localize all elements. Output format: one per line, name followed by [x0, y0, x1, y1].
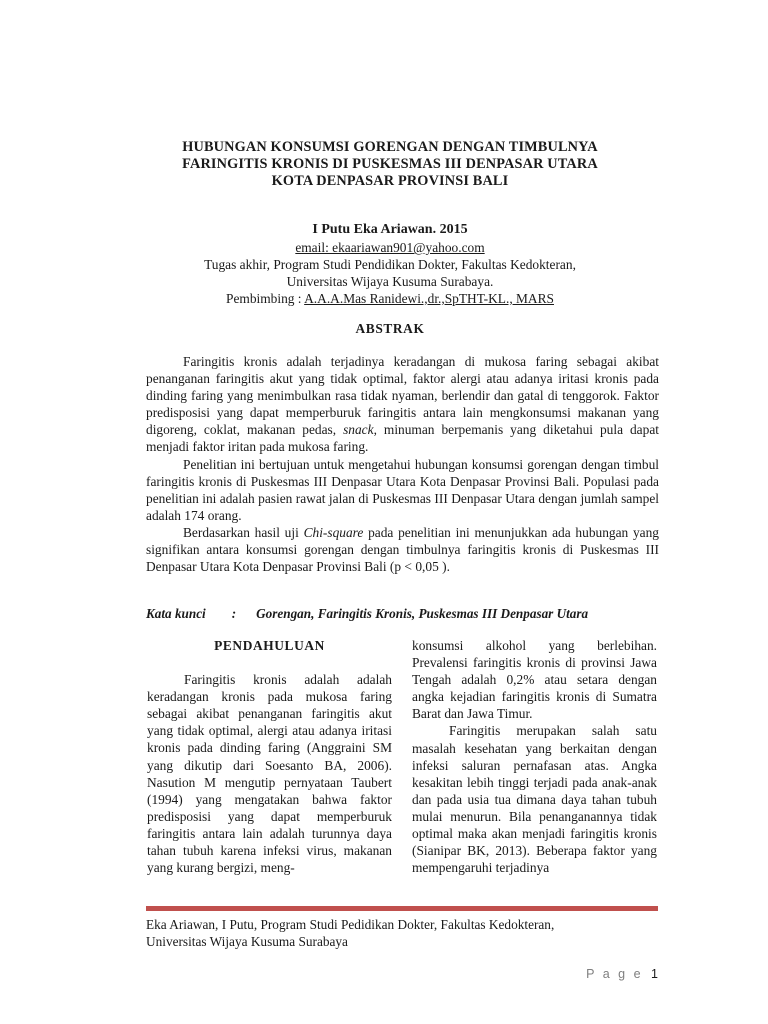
- footer-rule: [146, 906, 658, 911]
- footer-line: Universitas Wijaya Kusuma Surabaya: [146, 934, 348, 949]
- left-column: [147, 637, 392, 876]
- title-line: KOTA DENPASAR PROVINSI BALI: [271, 173, 509, 189]
- advisor-label: Pembimbing :: [226, 291, 305, 306]
- advisor-line: [120, 290, 660, 307]
- column-paragraph: konsumsi alkohol yang berlebihan. Prevalensi faringitis kronis di provinsi Jawa Tengah adalah 0,2% atau setara dengan angka kejadian faringitis kronis di Sumatra Barat dan Jawa Timur.: [412, 638, 657, 722]
- keywords-label: Kata kunci: [146, 606, 206, 621]
- page-number: [586, 967, 658, 981]
- author-info: [120, 239, 660, 307]
- affiliation-line: Universitas Wijaya Kusuma Surabaya.: [286, 274, 494, 289]
- keywords-line: Kata kunci : Gorengan, Faringitis Kronis, Puskesmas III Denpasar Utara: [146, 606, 589, 621]
- abstract-paragraph: Penelitian ini bertujuan untuk mengetahui hubungan konsumsi gorengan dengan timbul faringitis kronis di Puskesmas III Denpasar Utara Kota Denpasar Provinsi Bali. Populasi pada penelitian ini adalah pasien rawat jalan di Puskesmas III Denpasar Utara dengan jumlah sampel adalah 174 orang.: [146, 456, 659, 523]
- intro-heading: PENDAHULUAN: [214, 638, 325, 653]
- advisor-name: A.A.A.Mas Ranidewi.,dr.,SpTHT-KL., MARS: [304, 291, 554, 306]
- page-number-value: 1: [651, 967, 658, 981]
- title-line: FARINGITIS KRONIS DI PUSKESMAS III DENPASAR UTARA: [182, 156, 598, 172]
- abstract-paragraph: Faringitis kronis adalah terjadinya keradangan di mukosa faring sebagai akibat penanganan faringitis akut yang tidak optimal, faktor alergi atau adanya iritasi kronis pada dinding faring yang menimbulkan rasa tidak nyaman, berlendir dan gatal di tenggorok. Faktor predisposisi yang dapat memperburuk faringitis antara lain mengkonsumsi makanan yang digoreng, coklat, makanan pedas, snack, minuman berpemanis yang diketahui pula dapat menjadi faktor iritan pada mukosa faring.: [146, 354, 659, 455]
- keywords-value: Gorengan, Faringitis Kronis, Puskesmas III Denpasar Utara: [256, 606, 589, 621]
- column-paragraph: Faringitis merupakan salah satu masalah kesehatan yang berkaitan dengan infeksi saluran pernafasan atas. Angka kesakitan lebih tinggi terjadi pada anak-anak dan pada usia tua dimana daya tahan tubuh mulai menurun. Bila penanganannya tidak optimal maka akan menjadi faringitis kronis (Sianipar BK, 2013). Beberapa faktor yang mempengaruhi terjadinya: [412, 723, 657, 876]
- affiliation-line: Tugas akhir, Program Studi Pendidikan Dokter, Fakultas Kedokteran,: [204, 257, 576, 272]
- email-link[interactable]: email: ekaariawan901@yahoo.com: [295, 240, 485, 255]
- footer-line: Eka Ariawan, I Putu, Program Studi Pedidikan Dokter, Fakultas Kedokteran,: [146, 917, 555, 932]
- right-column: [412, 637, 657, 876]
- page-label: P a g e: [586, 967, 644, 981]
- abstract-paragraph: Berdasarkan hasil uji Chi-square pada penelitian ini menunjukkan ada hubungan yang signifikan antara konsumsi gorengan dengan timbulnya faringitis kronis di Puskesmas III Denpasar Utara Kota Denpasar Provinsi Bali (p < 0,05 ).: [146, 524, 659, 575]
- author-line: I Putu Eka Ariawan. 2015: [312, 222, 468, 237]
- footer-note: [146, 916, 554, 950]
- paper-title: [120, 139, 660, 190]
- column-paragraph: Faringitis kronis adalah adalah keradangan kronis pada mukosa faring sebagai akibat penanganan faringitis akut yang tidak optimal, alergi atau adanya iritasi kronis pada dinding faring (Anggraini SM yang dikutip dari Soesanto BA, 2006). Nasution M mengutip pernyataan Taubert (1994) yang mengatakan bahwa faktor predisposisi yang dapat memperburuk faringitis antara lain adalah turunnya daya tahan tubuh karena infeksi virus, makanan yang kurang bergizi, meng-: [147, 672, 392, 876]
- abstract-heading: ABSTRAK: [355, 321, 425, 336]
- title-line: HUBUNGAN KONSUMSI GORENGAN DENGAN TIMBULNYA: [182, 139, 598, 155]
- abstract-body: [146, 353, 659, 575]
